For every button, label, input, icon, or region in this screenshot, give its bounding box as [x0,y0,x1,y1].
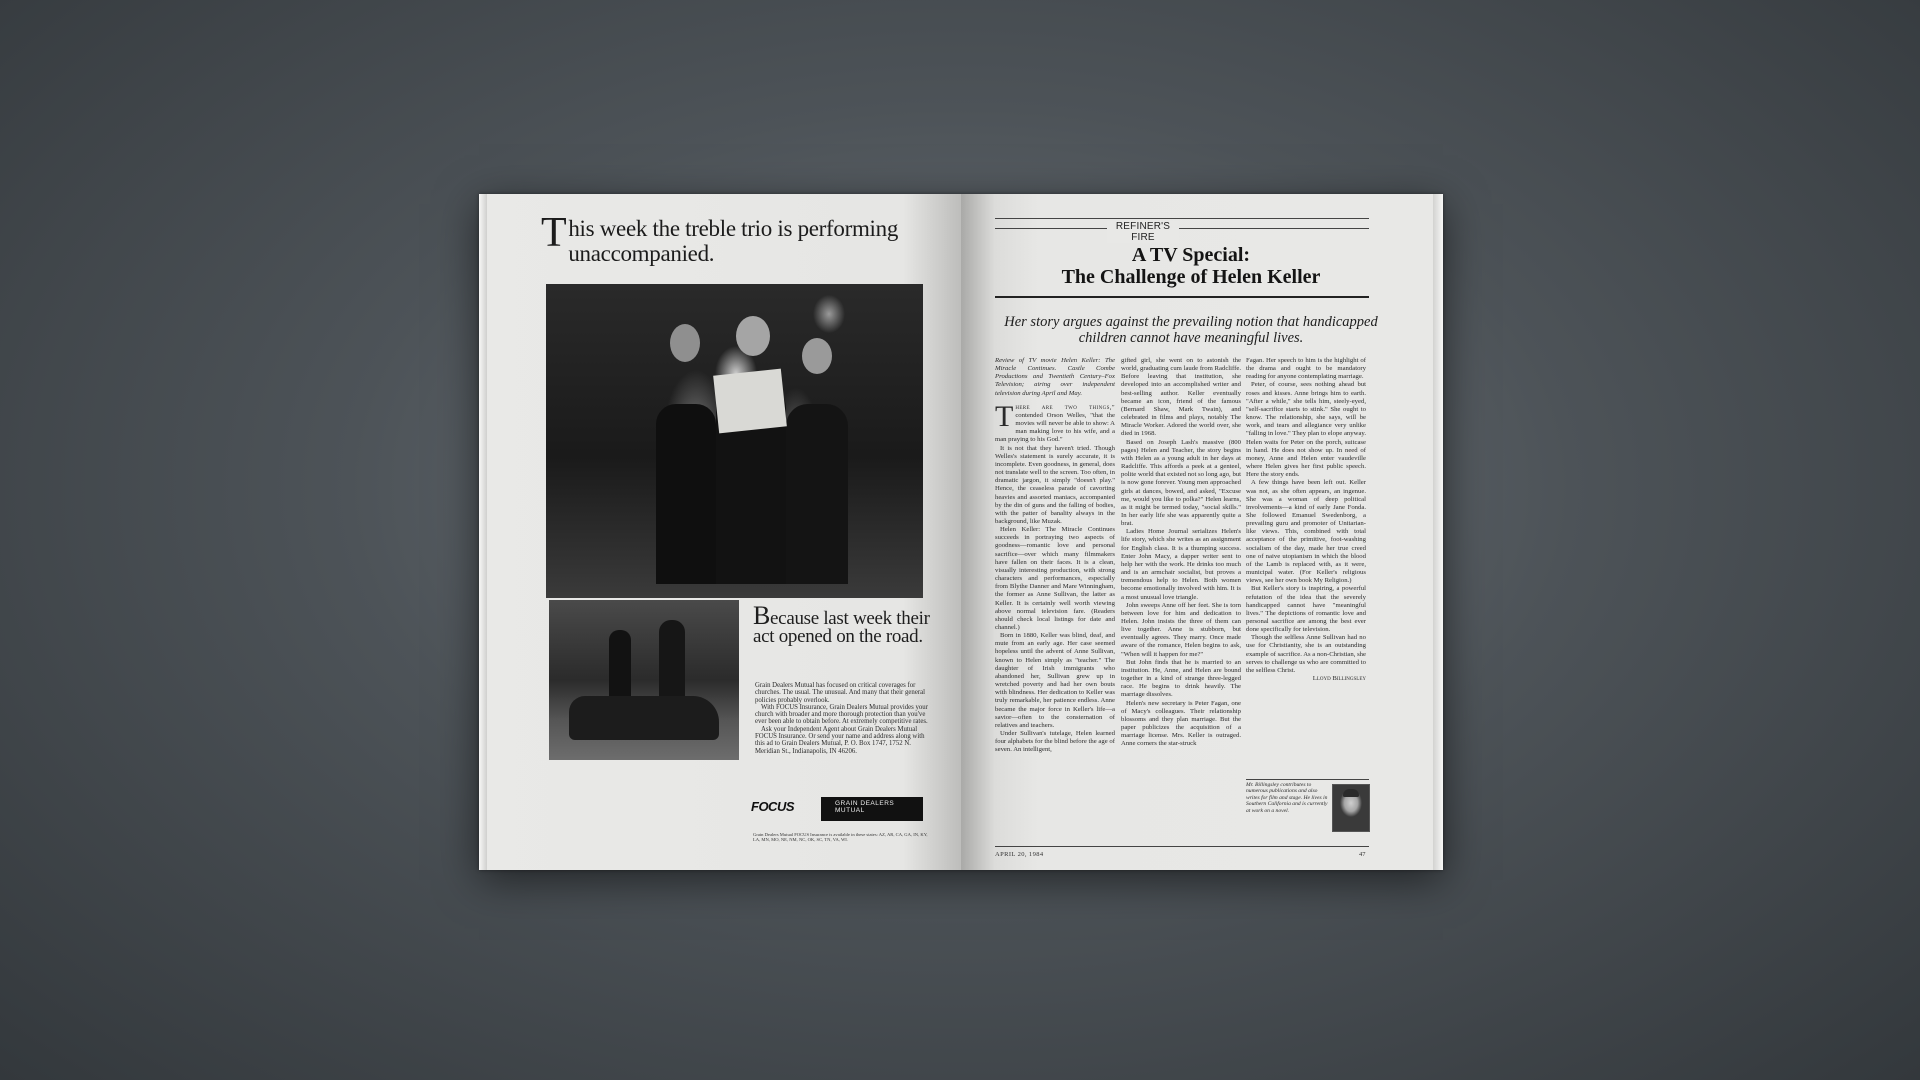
header-rule [995,228,1369,229]
review-intro: Review of TV movie Helen Keller: The Miracle Continues. Castle Combe Productions and Twentieth Century–Fox Television; airing over independent television during April and May. [995,357,1115,397]
ad-headline-initial: T [541,210,567,256]
page-number: 47 [1359,851,1366,858]
page-edge [1433,194,1443,870]
person-figure [659,620,685,700]
ad-footnote: Grain Dealers Mutual FOCUS Insurance is available in these states: AZ, AR, CA, GA, IN, KY, LA, MN, MO, NE, NM, NC, OK, SC, TN, VA, WI. [753,832,928,842]
car-accident-photo [549,600,739,760]
singer-face [736,316,770,356]
paragraph: gifted girl, she went on to astonish the world, graduating cum laude from Radcliffe. Before leaving that institution, she developed into an accomplished writer and best-selling author. Keller eventually became an icon, friend of the famous (Bernard Shaw, Mark Twain), and celebrated in films and plays, notably The Miracle Worker. Adored the world over, she died in 1968. [1121,357,1241,438]
author-byline: Lloyd Billingsley [1312,675,1366,683]
ad-headline [541,210,941,266]
article-title [991,244,1391,288]
article-column-2 [1121,357,1241,749]
paragraph: Peter, of course, sees nothing ahead but roses and kisses. Anne brings him to earth. "After a while," she tells him, steely-eyed, "self-sacrifice starts to stink." She ought to know. The relationship, she says, will be work, and tears and allegiance very unlike "falling in love." They plan to elope anyway. Helen waits for Peter on the porch, suitcase in hand. He does not show up. In need of money, Anne and Helen enter vaudeville where Helen gives her first public speech. Here the story ends. [1246,381,1366,479]
right-page-article [961,194,1443,870]
footer-rule [995,846,1369,847]
article-title-line: The Challenge of Helen Keller [1061,266,1321,288]
ad-subheadline [753,601,933,647]
ad-paragraph: Ask your Independent Agent about Grain Dealers Mutual FOCUS Insurance. Or send your name and address along with this ad to Grain Dealers Mutual, P. O. Box 1747, 1752 N. Meridian St., Indianapolis, IN 46206. [755,725,925,755]
lead-paragraph [995,399,1115,445]
singer-face [802,338,832,374]
header-rule [995,218,1369,219]
singer-robe [656,404,716,584]
ad-paragraph: With FOCUS Insurance, Grain Dealers Mutual provides your church with broader and more thorough protection than you've ever been able to obtain before. At extremely competitive rates. [755,703,928,726]
paragraph: Born in 1880, Keller was blind, deaf, and mute from an early age. Her case seemed hopeless until the advent of Anne Sullivan, known to Helen simply as "teacher." The daughter of Irish immigrants who abandoned her, Sullivan grew up in wretched poverty and had her own bouts with blindness. Her dedication to Keller was truly remarkable, her patience endless. Anne became the major force in Keller's life—a savior—often to the consternation of relatives and teachers. [995,632,1115,729]
person-figure [609,630,631,700]
article-column-3 [1246,357,1366,683]
paragraph: It is not that they haven't tried. Though Welles's statement is surely accurate, it is incomplete. Even goodness, in general, does not translate well to the screen. Too often, in dramatic jargon, it simply "doesn't play." Hence, the ceaseless parade of cavorting heavies and assorted maniacs, accompanied by the din of guns and the falling of bodies, with the patter of banality always in the background, like Muzak. [995,444,1115,525]
singer-robe [786,404,848,584]
section-label: REFINER'S FIRE [1107,221,1179,243]
drop-cap: T [995,399,1014,433]
magazine-spread [479,194,1443,870]
grain-dealers-mutual-logo [821,797,923,821]
paragraph: Though the selfless Anne Sullivan had no use for Christianity, she is an outstanding example of sacrifice. As a non-Christian, she serves to challenge us who are committed to the selfless Christ. [1246,634,1366,674]
article-title-line: A TV Special: [1131,244,1251,266]
ad-subheadline-text: ecause last week their act opened on the road. [753,608,930,647]
author-bio: Mr. Billingsley contributes to numerous publications and also writes for film and stage. He lives in Southern California and is currently at work on a novel. [1246,782,1328,814]
hymn-sheet [713,369,787,434]
paragraph: Under Sullivan's tutelage, Helen learned four alphabets for the blind before the age of seven. An intelligent, [995,730,1115,754]
article-deck: Her story argues against the prevailing notion that handicapped children cannot have meaningful lives. [1004,314,1378,346]
paragraph: A few things have been left out. Keller was not, as she often appears, an ingenue. She was a woman of deep political involvements—a kind of early Jane Fonda. She followed Emanuel Swedenborg, a prevailing guru and promoter of Unitarian-like views. This, combined with total acceptance of the primitive, foot-washing socialism of the day, made her true creed one of naive utopianism in which the blood of the Lamb is replaced with, as it were, municipal water. (For Keller's religious views, see her own book My Religion.) [1246,479,1366,585]
paragraph: Based on Joseph Lash's massive (800 pages) Helen and Teacher, the story begins with Helen as a young adult in her days at Radcliffe. This affords a peek at a genteel, polite world that existed not so long ago, but is now gone forever. Young men approached girls at dances, bowed, and asked, "Excuse me, would you like to polka?" Helen learns, as it might be termed today, "social skills." In her early life she was apparently quite a brat. [1121,438,1241,528]
singer-face [670,324,700,362]
paragraph: Helen's new secretary is Peter Fagan, one of Macy's colleagues. Their relationship blossoms and they plan marriage. But the paper publicizes the acquisition of a marriage license. Mrs. Keller is outraged. Anne corners the star-struck [1121,699,1241,748]
paragraph: Ladies Home Journal serializes Helen's life story, which she writes as an assignment for English class. It is a thumping success. Enter John Macy, a dapper writer sent to help her with the work. He drinks too much and is an armchair socialist, but proves a tremendous help to Helen. Both women become emotionally involved with him. It is a most unusual love triangle. [1121,528,1241,601]
paragraph-text: contended Orson Welles, "that the movies will never be able to show: A man making love to his wife, and a man praying to his God." [995,411,1115,444]
folio-date: APRIL 20, 1984 [995,851,1044,858]
paragraph: Fagan. Her speech to him is the highlight of the drama and ought to be mandatory reading for anyone contemplating marriage. [1246,357,1366,381]
article-column-1 [995,357,1115,755]
gdm-logo-text: GRAIN DEALERS MUTUAL [835,800,895,814]
focus-logo: FOCUS [751,799,794,814]
ad-paragraph: Grain Dealers Mutual has focused on critical coverages for churches. The usual. The unusual. And many that their general policies probably overlook. [755,682,926,704]
lead-smallcaps: here are two things," [1015,403,1115,411]
author-hair [1343,789,1359,797]
ad-headline-text: his week the treble trio is performing unaccompanied. [568,216,899,266]
ad-subheadline-initial: B [753,601,771,630]
paragraph: But John finds that he is married to an institution. He, Anne, and Helen are bound together in a kind of strange three-legged race. He begins to drink heavily. The marriage dissolves. [1121,658,1241,699]
title-rule [995,296,1369,298]
car-shape [569,696,719,740]
ad-body-copy [755,682,935,755]
paragraph: John sweeps Anne off her feet. She is torn between love for him and dedication to Helen. John insists the three of them can live together. Anne is stubborn, but eventually agrees. They marry. Once made aware of the romance, Helen begins to ask, "When will it happen for me?" [1121,601,1241,658]
page-edge [479,194,487,870]
choir-photo [546,284,923,598]
left-page-advertisement [479,194,961,870]
bio-rule [1246,779,1369,780]
paragraph: But Keller's story is inspiring, a powerful refutation of the idea that the severely handicapped cannot have "meaningful lives." The depictions of romantic love and personal sacrifice are among the best ever done specifically for television. [1246,585,1366,634]
author-photo [1332,784,1370,832]
paragraph: Helen Keller: The Miracle Continues succeeds in portraying two aspects of goodness—romantic love and personal sacrifice—over which many filmmakers have fallen on their faces. It is a clean, visually interesting production, with strong characters and performances, especially from Blythe Danner and Mare Winningham, the former as Anne Sullivan, the latter as Keller. It is certainly well worth viewing above normal television fare. (Readers should check local listings for date and channel.) [995,526,1115,631]
